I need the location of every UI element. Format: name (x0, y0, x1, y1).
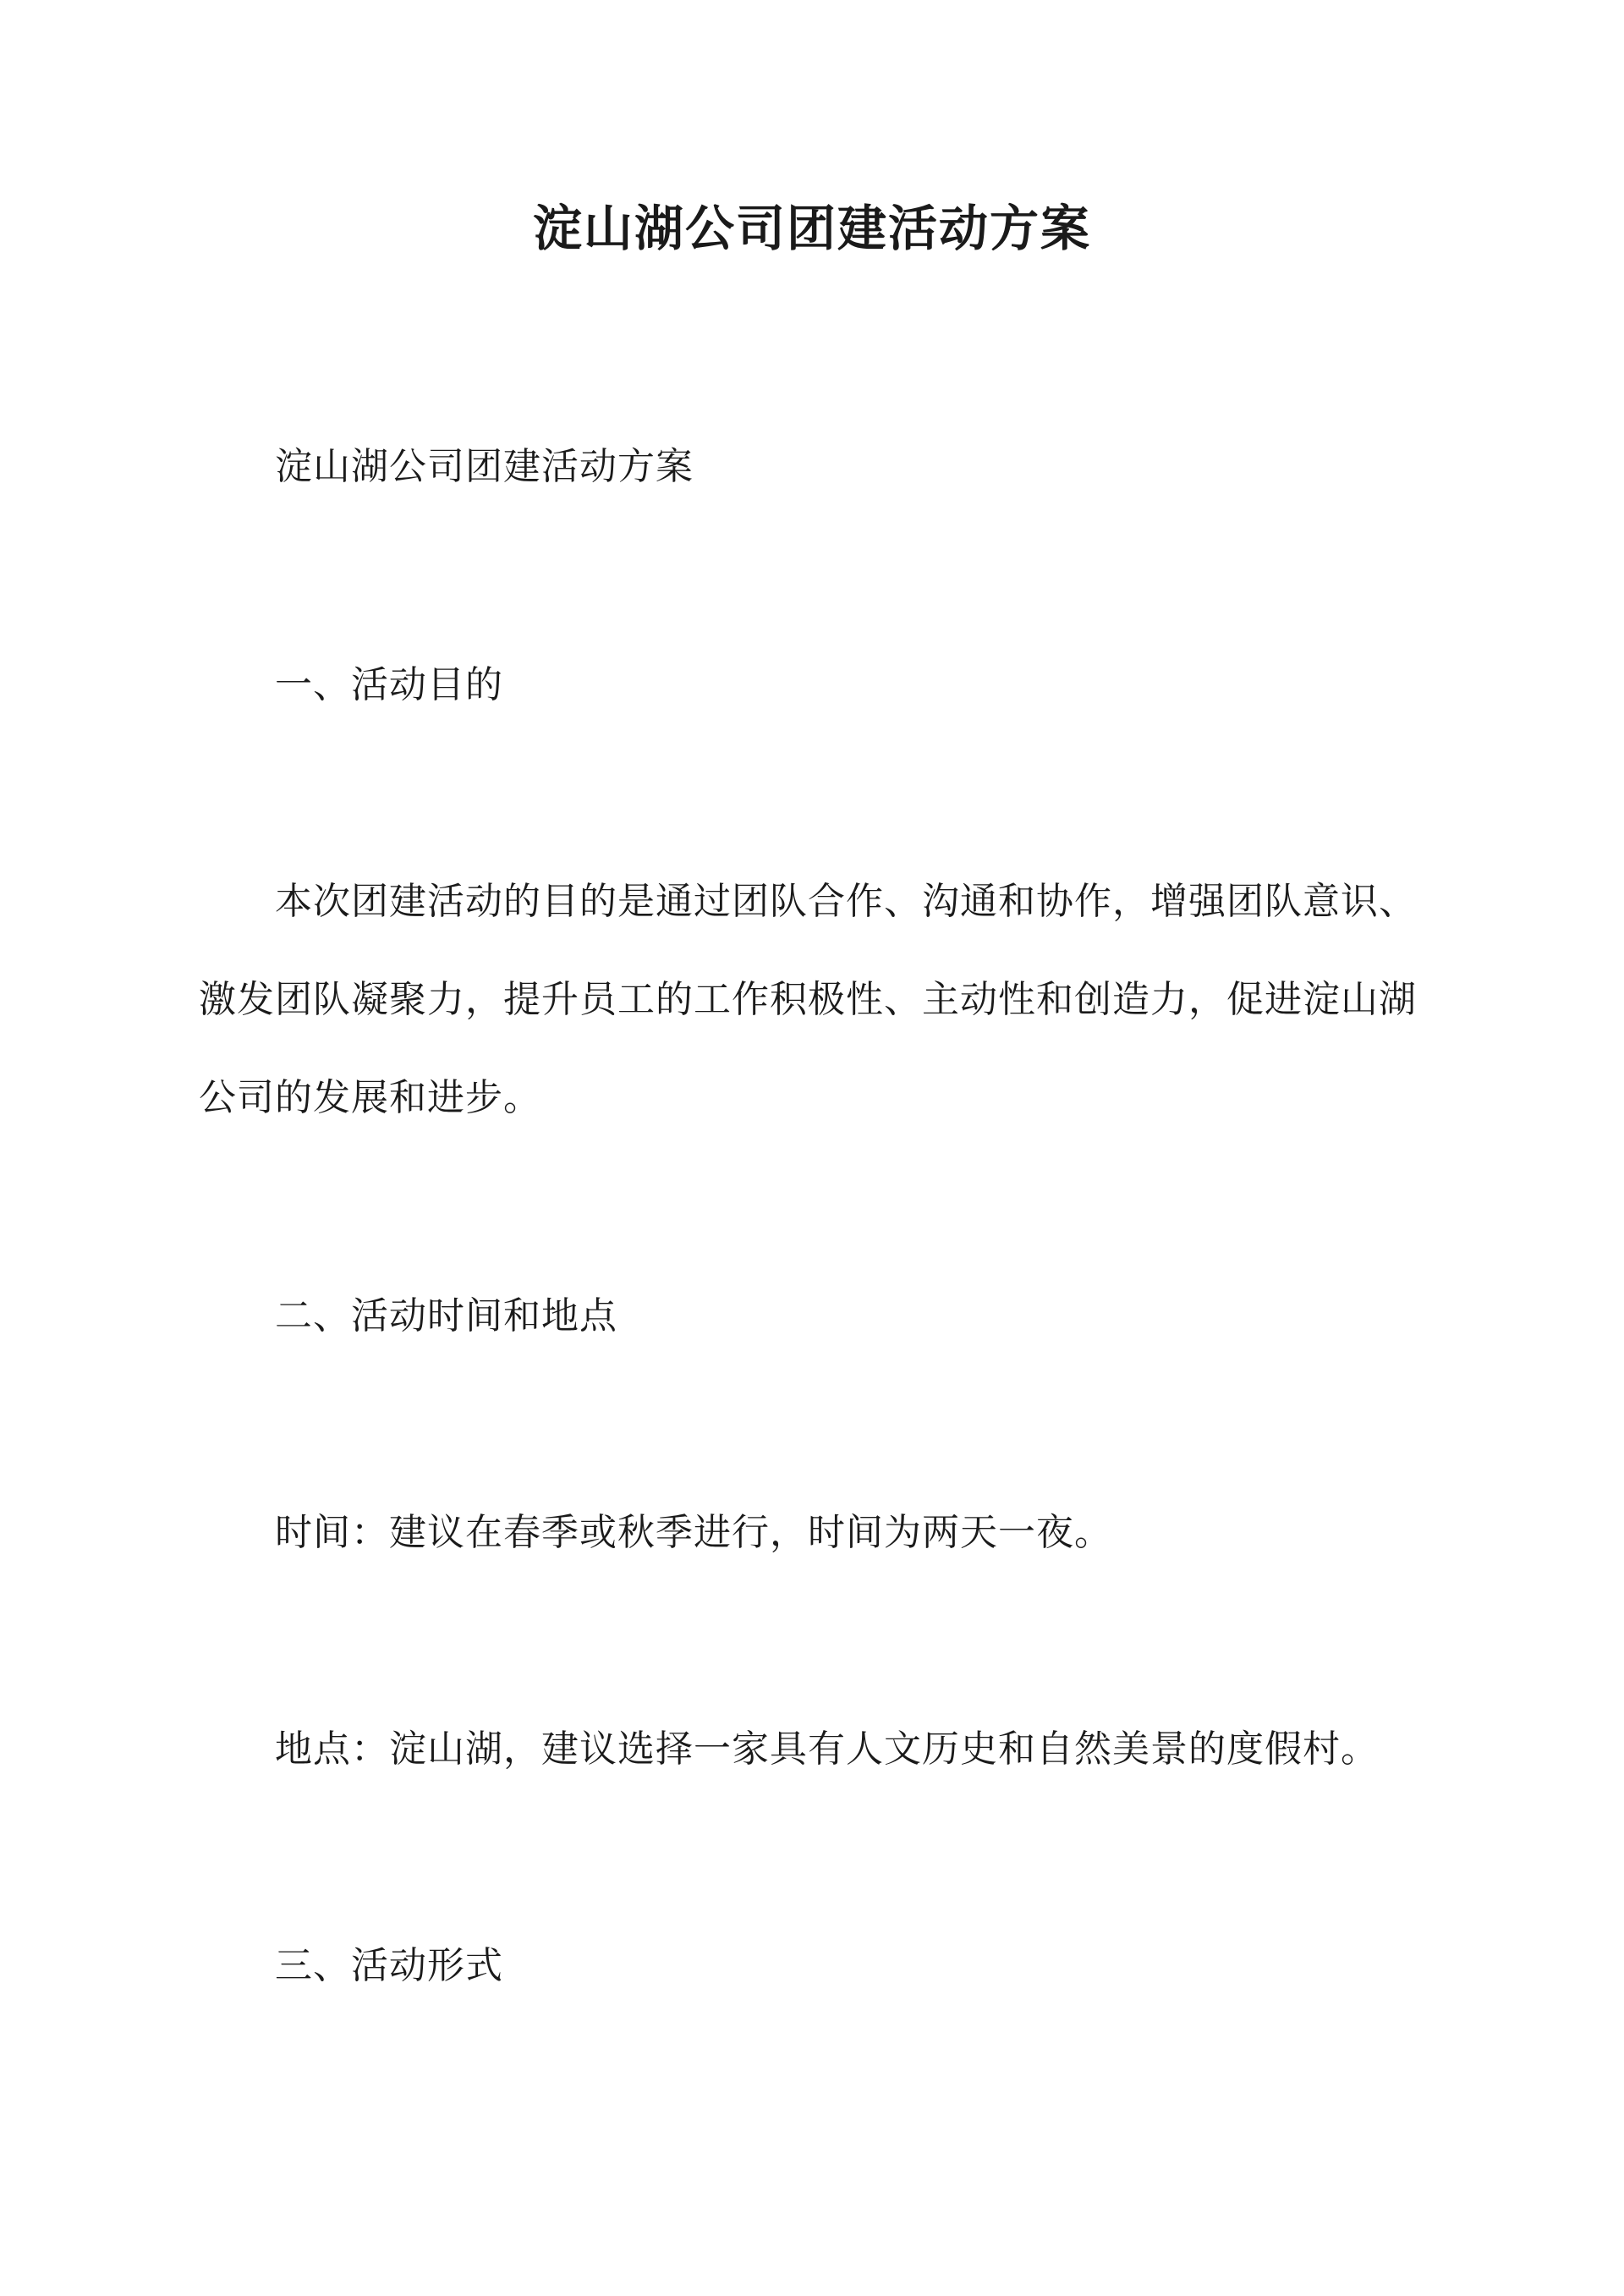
section-heading-time-place: 二、活动时间和地点 (275, 1294, 617, 1338)
paragraph-time: 时间：建议在春季或秋季进行，时间为两天一夜。 (275, 1511, 1112, 1554)
document-subtitle: 淀山湖公司团建活动方案 (275, 445, 694, 488)
document-title: 淀山湖公司团建活动方案 (532, 200, 1091, 257)
section-heading-purpose: 一、活动目的 (275, 663, 503, 706)
paragraph-purpose-line-1: 本次团建活动的目的是通过团队合作、沟通和协作，增强团队意识、 (275, 880, 1417, 923)
paragraph-place: 地点：淀山湖，建议选择一家具有人文历史和自然美景的度假村。 (275, 1727, 1379, 1771)
paragraph-purpose-line-3: 公司的发展和进步。 (199, 1076, 541, 1119)
section-heading-format: 三、活动形式 (275, 1944, 503, 1987)
paragraph-purpose-line-2: 激发团队凝聚力，提升员工的工作积极性、主动性和创造力，促进淀山湖 (199, 978, 1417, 1021)
